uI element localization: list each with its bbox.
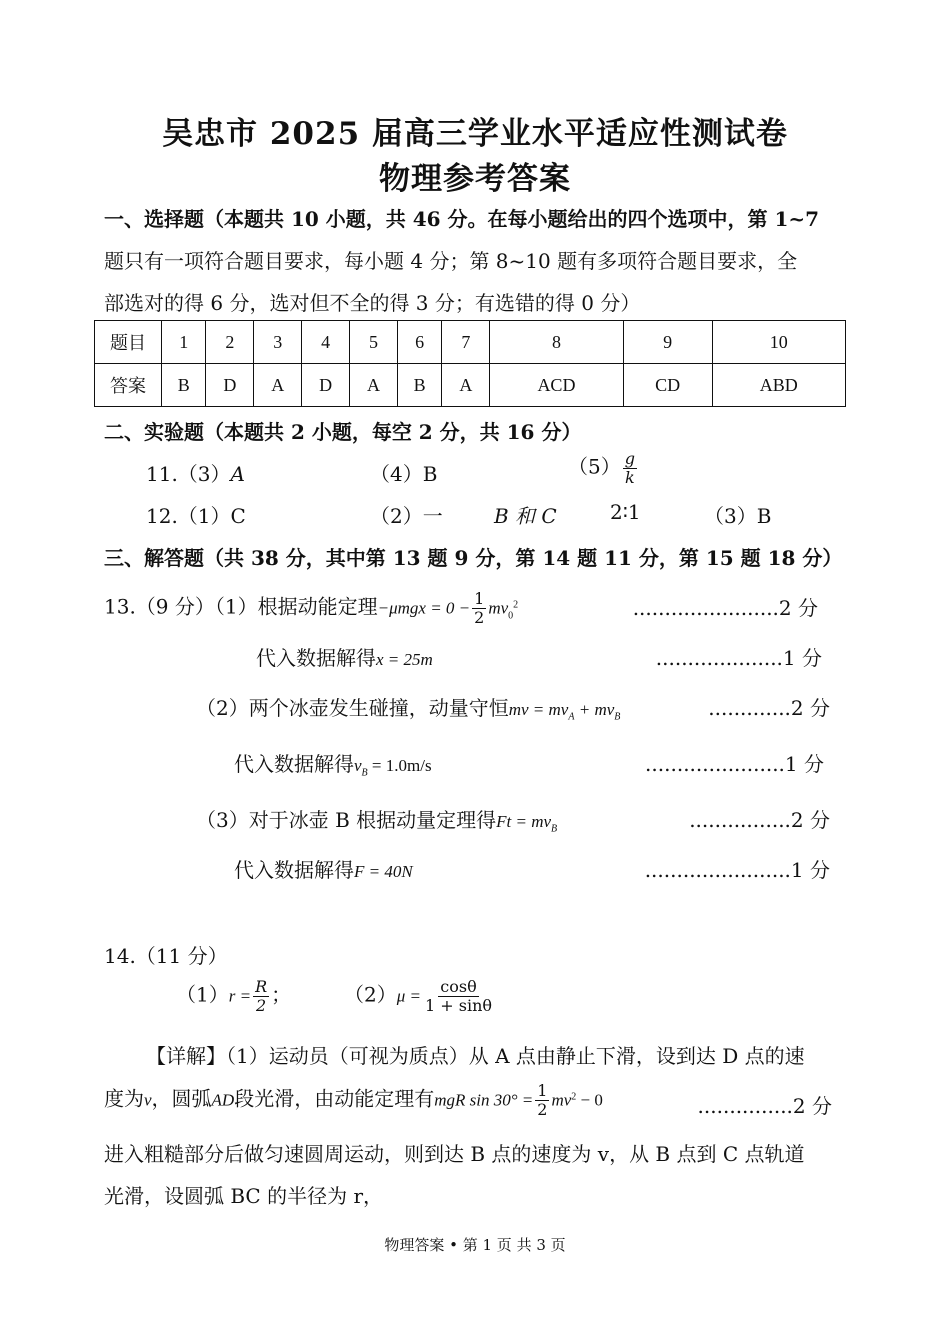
table-cell: A — [254, 364, 302, 407]
q13-step1-score: .......................2 分 — [632, 596, 818, 620]
table-cell: D — [206, 364, 254, 407]
table-cell: 1 — [162, 321, 206, 364]
q13-step6-text: 代入数据解得 — [234, 858, 354, 882]
table-cell: 8 — [490, 321, 623, 364]
detail-line2-b: ，圆弧 — [151, 1086, 212, 1111]
q12-part2: （2）一 — [370, 504, 443, 528]
q14-answer2-eq: μ = — [396, 986, 421, 1006]
q11-part3 — [146, 458, 245, 487]
fraction-num: 1 — [537, 1081, 548, 1100]
table-row — [95, 321, 846, 364]
q11-part3-label: 11.（3） — [146, 462, 231, 486]
q13-step3-text: （2）两个冰壶发生碰撞，动量守恒 — [196, 696, 509, 720]
q11-part4: （4）B — [370, 462, 438, 486]
q14-answer1-eq: r = — [228, 986, 252, 1006]
fraction-den: 2 — [256, 995, 267, 1015]
q14-answer2-label: （2） — [344, 982, 397, 1007]
q12-ratio: 2∶1 — [610, 500, 641, 524]
q13-step1-eq-right: mv — [488, 598, 509, 618]
table-cell: 9 — [623, 321, 712, 364]
table-cell: 2 — [206, 321, 254, 364]
detail-line1: 【详解】（1）运动员（可视为质点）从 A 点由静止下滑，设到达 D 点的速 — [146, 1044, 805, 1068]
q11-part5-label: （5） — [568, 454, 621, 479]
q13-step6-eq: F = 40N — [354, 862, 413, 881]
q13-step2-eq: x = 25m — [376, 650, 433, 669]
q14-fraction2 — [423, 978, 494, 1014]
q11-fraction — [623, 450, 637, 486]
q13-step1: 13.（9 分）（1）根据动能定理−μmgx = 0 − $\frac{1}{2}$ $mv_0^2$ — [104, 589, 519, 627]
table-cell: 7 — [442, 321, 490, 364]
page-footer: 物理答案 • 第 1 页 共 3 页 — [384, 1236, 566, 1254]
detail-fraction — [535, 1082, 549, 1118]
fraction-num: cosθ — [440, 977, 477, 996]
q12-part2-answer: B 和 C — [494, 504, 557, 528]
q13-step6 — [234, 854, 413, 883]
q14-heading: 14.（11 分） — [104, 944, 228, 968]
q11-part3-answer: A — [230, 462, 245, 486]
table-cell: ACD — [490, 364, 623, 407]
q14-answer1-label: （1） — [176, 982, 229, 1007]
q13-step2-score: ....................1 分 — [655, 646, 822, 670]
q13-step4-text: 代入数据解得 — [234, 752, 354, 776]
q13-step4-score: ......................1 分 — [645, 752, 824, 776]
q13-step1-text: 13.（9 分）（1）根据动能定理 — [104, 594, 378, 619]
table-cell: 5 — [350, 321, 398, 364]
q12-part1: 12.（1）C — [146, 504, 246, 528]
q13-fraction — [472, 590, 486, 626]
detail-line3: 进入粗糙部分后做匀速圆周运动，则到达 B 点的速度为 v，从 B 点到 C 点轨道 — [104, 1142, 805, 1166]
q13-step2-text: 代入数据解得 — [256, 646, 376, 670]
table-cell: D — [302, 364, 350, 407]
q13-step3: （2）两个冰壶发生碰撞，动量守恒mv = $mv_A + mv_B$ — [196, 696, 621, 723]
detail-line2-score: ...............2 分 — [697, 1094, 832, 1118]
table-cell: B — [397, 364, 441, 407]
section1-line3: 部选对的得 6 分，选对但不全的得 3 分；有选错的得 0 分） — [104, 291, 641, 315]
table-cell: 6 — [397, 321, 441, 364]
fraction-num: R — [255, 977, 268, 996]
table-cell: A — [442, 364, 490, 407]
q13-step5-score: ................2 分 — [689, 808, 830, 832]
table-cell: 答案 — [95, 364, 162, 407]
q13-step5-eq: Ft = mv — [496, 812, 552, 831]
q13-step4-eq: = 1.0m/s — [371, 756, 432, 775]
q13-step3-eq: mv = mv — [508, 700, 569, 719]
section2-heading: 二、实验题（本题共 2 小题，每空 2 分，共 16 分） — [104, 420, 582, 444]
page-title: 吴忠市 2025 届高三学业水平适应性测试卷 — [162, 116, 788, 152]
fraction-den: 2 — [474, 607, 485, 627]
detail-line2: 度为v，圆弧AD段光滑，由动能定理有mgR sin 30° = $\frac{1}{2}$ $mv^2 - 0$ — [104, 1081, 603, 1119]
q13-step2 — [256, 642, 433, 671]
q14-fraction1 — [253, 978, 269, 1014]
table-cell: CD — [623, 364, 712, 407]
q13-step3-score: .............2 分 — [708, 696, 830, 720]
detail-line2-c: 段光滑，由动能定理有 — [234, 1086, 435, 1111]
q14-answer2 — [344, 978, 496, 1014]
q13-step1-eq: −μmgx = 0 − — [377, 598, 471, 618]
table-cell: A — [350, 364, 398, 407]
table-cell: 3 — [254, 321, 302, 364]
table-cell: 题目 — [95, 321, 162, 364]
fraction-num: 1 — [474, 589, 485, 608]
q14-answer1: （1）r = $\frac{R}{2}$ ； — [176, 977, 292, 1015]
detail-line4: 光滑，设圆弧 BC 的半径为 r， — [104, 1184, 384, 1208]
table-row — [95, 364, 846, 407]
fraction-den: 2 — [537, 1099, 548, 1119]
fraction-den: 1 + sinθ — [425, 995, 493, 1015]
detail-line2-eq3: − 0 — [580, 1090, 603, 1110]
answer-table — [94, 320, 846, 407]
section1-line2: 题只有一项符合题目要求，每小题 4 分；第 8~10 题有多项符合题目要求，全 — [104, 249, 798, 273]
fraction-den: k — [625, 467, 635, 487]
q12-part3: （3）B — [704, 504, 772, 528]
q13-step6-score: .......................1 分 — [644, 858, 830, 882]
q13-step5-text: （3）对于冰壶 B 根据动量定理得 — [196, 808, 497, 832]
detail-line2-a: 度为 — [104, 1086, 144, 1111]
detail-line2-eq2: mv — [551, 1090, 572, 1110]
section3-heading: 三、解答题（共 38 分，其中第 13 题 9 分，第 14 题 11 分，第 15 题 18 分） — [104, 546, 843, 570]
detail-line2-eq: mgR sin 30° = — [434, 1090, 534, 1110]
section1-line1: 一、选择题（本题共 10 小题，共 46 分。在每小题给出的四个选项中，第 1~7 — [104, 207, 820, 231]
q11-part5 — [568, 450, 639, 486]
table-cell: 10 — [712, 321, 845, 364]
table-cell: ABD — [712, 364, 845, 407]
page-subtitle: 物理参考答案 — [379, 161, 571, 197]
q13-step5: （3）对于冰壶 B 根据动量定理得$Ft = mv_B$ — [196, 808, 558, 835]
table-cell: 4 — [302, 321, 350, 364]
fraction-num: g — [624, 449, 635, 468]
q13-step4: 代入数据解得$v_B = 1.0m/s$ — [234, 752, 432, 779]
table-cell: B — [162, 364, 206, 407]
